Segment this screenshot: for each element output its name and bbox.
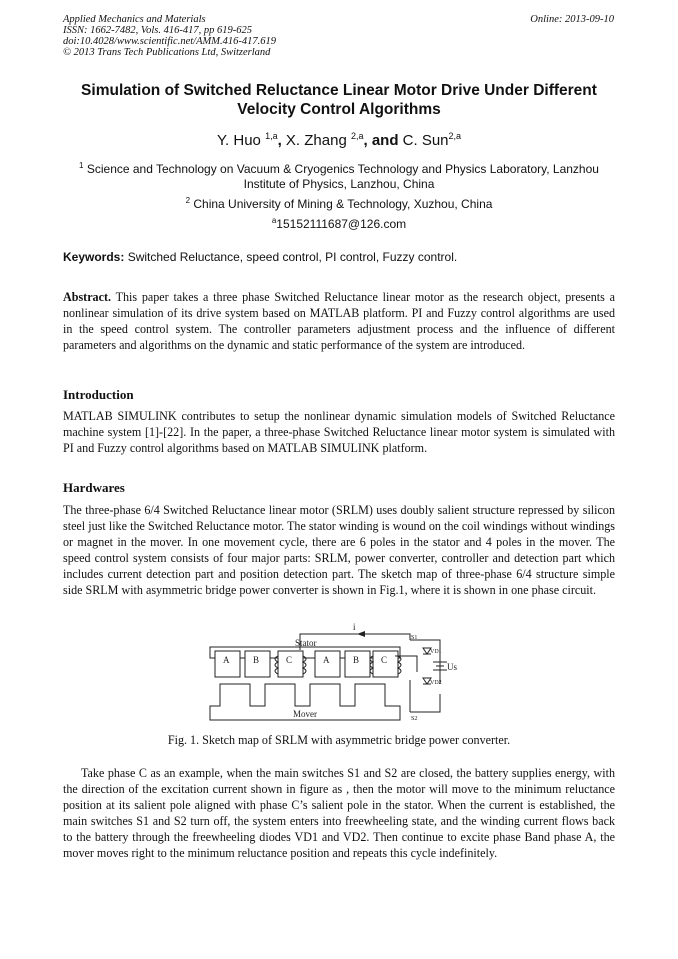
affiliation-2-text: China University of Mining & Technology, Xuzhou, China — [193, 197, 493, 211]
label-pole-c2: C — [381, 655, 388, 665]
affiliation-1-sup: 1 — [79, 161, 84, 170]
journal-meta — [63, 14, 276, 58]
author-superscript: 2,a — [448, 131, 462, 141]
abstract-text: This paper takes a three phase Switched Reluctance linear motor as the research object, presents a nonlinear simulation of its drive system based on MATLAB platform. PI and Fuzzy control algorithms are used in the speed control system. The controller parameters adjustment process and the influence of different parameters and algorithms on the dynamic and static performance of the system are introduced. — [63, 290, 615, 352]
label-pole-a2: A — [323, 655, 330, 665]
affiliation-2 — [63, 193, 615, 212]
label-current: i — [353, 622, 356, 632]
label-mover: Mover — [293, 709, 317, 719]
affiliation-1-text: Science and Technology on Vacuum & Cryogenics Technology and Physics Laboratory, Lanzhou Institute of Physics, Lanzhou, China — [86, 162, 599, 191]
srlm-figure — [205, 622, 470, 722]
author-list — [63, 131, 615, 149]
author-name: C. Sun — [402, 132, 449, 149]
label-pole-a1: A — [223, 655, 230, 665]
label-pole-c1: C — [286, 655, 293, 665]
current-arrow-icon — [357, 631, 365, 637]
label-pole-b1: B — [253, 655, 260, 665]
label-vd1: VD1 — [430, 649, 442, 655]
journal-issn: ISSN: 1662-7482, Vols. 416-417, pp 619-625 — [63, 25, 252, 36]
online-date: Online: 2013-09-10 — [530, 14, 614, 25]
email-text: 15152111687@126.com — [276, 217, 407, 231]
keywords-label: Keywords: — [63, 250, 125, 264]
label-s1: S1 — [411, 635, 418, 641]
author-superscript: 1,a — [265, 131, 278, 141]
label-pole-b2: B — [353, 655, 360, 665]
figure-caption: Fig. 1. Sketch map of SRLM with asymmetric bridge power converter. — [167, 733, 511, 747]
label-us: Us — [447, 662, 458, 672]
journal-copyright: © 2013 Trans Tech Publications Ltd, Switzerland — [63, 47, 271, 58]
author-superscript: 2,a — [350, 131, 364, 141]
hardwares-text: The three-phase 6/4 Switched Reluctance linear motor (SRLM) uses doubly salient structure repressed by silicon steel just like the Switched Reluctance motor. The stator winding is wound on the coil windings without windings or magnet in the mover. In one movement cycle, there are 6 poles in the stator and 4 poles in the mover. The speed control system consists of four major parts: SRLM, power converter, controller and detection part which includes current detection part and position detection part. The sketch map of three-phase 6/4 structure simple side SRLM with asymmetric bridge power converter is shown in Fig.1, where it is shown in one phase circuit. — [63, 503, 615, 597]
label-s2: S2 — [411, 716, 418, 722]
author-name: Y. Huo — [216, 132, 261, 149]
hardwares-heading: Hardwares — [63, 480, 125, 495]
journal-doi: doi:10.4028/www.scientific.net/AMM.416-417.619 — [63, 36, 276, 47]
journal-name: Applied Mechanics and Materials — [63, 14, 206, 25]
affiliation-2-sup: 2 — [185, 196, 191, 205]
abstract — [63, 289, 615, 353]
introduction-heading: Introduction — [63, 387, 134, 402]
label-stator: Stator — [295, 638, 317, 648]
abstract-label: Abstract. — [63, 290, 112, 304]
label-vd2: VD2 — [430, 680, 442, 686]
current-wire — [300, 634, 410, 650]
keywords — [63, 250, 457, 264]
body-paragraph: Take phase C as an example, when the main switches S1 and S2 are closed, the battery supplies energy, with the direction of the excitation current shown in figure as , then the motor will move to the minimum reluctance position at its salient pole aligned with phase C’s salient pole in the stator. When the current is established, the main switches S1 and S2 turn off, the system enters into freewheeling state, and the winding current flows back to the battery through the freewheeling diodes VD1 and VD2. Then continue to excite phase Band phase A, the mover moves right to the minimum reluctance position and repeats this cycle indefinitely. — [63, 766, 615, 860]
email — [63, 213, 615, 232]
introduction-text: MATLAB SIMULINK contributes to setup the nonlinear dynamic simulation models of Switched Reluctance machine system [1]-[22]. In the paper, a three-phase Switched Reluctance linear motor system is simulated with PI and Fuzzy control algorithms based on MATLAB SIMULINK platform. — [63, 409, 615, 455]
paper-title: Simulation of Switched Reluctance Linear Motor Drive Under Different Velocity Control Algorithms — [81, 82, 597, 118]
author-separator: , and — [363, 132, 399, 149]
email-sup: a — [271, 216, 277, 225]
author-separator: , — [277, 132, 282, 149]
author-name: X. Zhang — [285, 132, 347, 149]
keywords-text: Switched Reluctance, speed control, PI control, Fuzzy control. — [127, 250, 458, 264]
affiliation-1 — [63, 158, 615, 192]
